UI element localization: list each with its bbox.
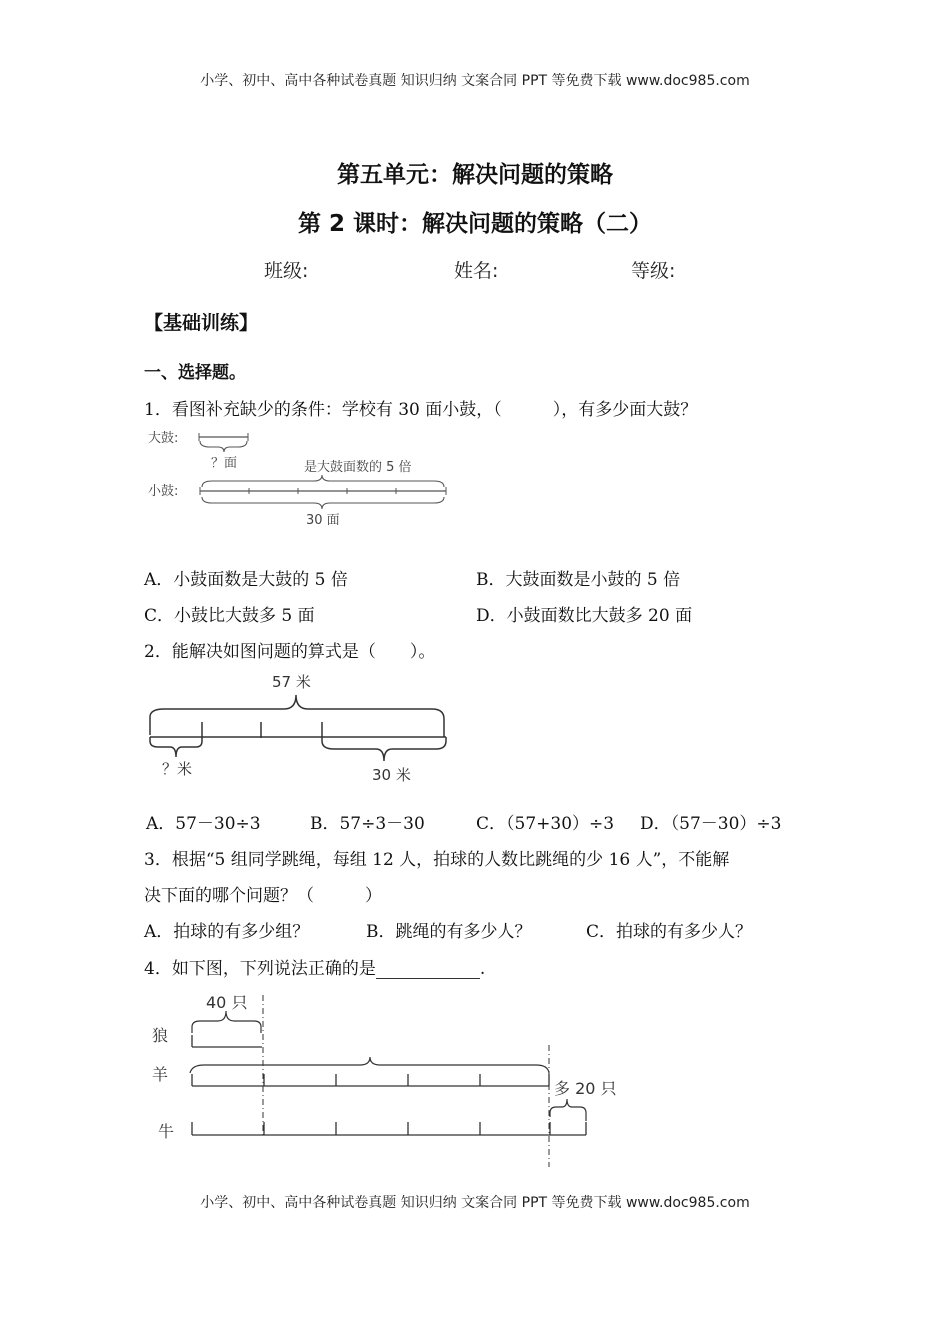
question-1-option-a[interactable]: A．小鼓面数是大鼓的 5 倍	[144, 570, 348, 590]
wolf-label: 狼	[152, 1026, 169, 1045]
question-2-figure	[144, 667, 454, 787]
q2-known-label: 30 米	[372, 766, 411, 784]
page-footer: 小学、初中、高中各种试卷真题 知识归纳 文案合同 PPT 等免费下载 www.doc985.com	[200, 1195, 750, 1211]
question-2-option-a[interactable]: A．57－30÷3	[146, 814, 261, 834]
wolf-value: 40 只	[206, 993, 248, 1012]
lesson-title: 第 2 课时：解决问题的策略（二）	[297, 211, 653, 237]
question-3-stem-line1: 3．根据“5 组同学跳绳，每组 12 人，拍球的人数比跳绳的少 16 人”，不能解	[144, 850, 730, 870]
big-drum-label: 大鼓:	[148, 431, 179, 446]
question-2-option-d[interactable]: D．（57－30）÷3	[640, 814, 782, 834]
class-label: 班级:	[264, 260, 309, 282]
question-1-option-d[interactable]: D．小鼓面数比大鼓多 20 面	[476, 606, 693, 626]
section-part-title: 一、选择题。	[144, 363, 246, 383]
q2-total-label: 57 米	[272, 673, 311, 691]
question-1-stem: 1．看图补充缺少的条件：学校有 30 面小鼓，（ ），有多少面大鼓？	[144, 400, 698, 420]
question-1-figure	[144, 425, 454, 530]
question-4-stem	[144, 954, 485, 979]
question-3-stem-line2: 决下面的哪个问题？（ ）	[144, 886, 382, 906]
question-1-option-b[interactable]: B．大鼓面数是小鼓的 5 倍	[476, 570, 681, 590]
question-4-figure	[144, 985, 624, 1170]
question-2-option-c[interactable]: C．（57+30）÷3	[476, 814, 615, 834]
name-label: 姓名:	[454, 260, 499, 282]
question-3-option-a[interactable]: A．拍球的有多少组？	[144, 922, 310, 942]
grade-label: 等级:	[631, 260, 676, 282]
section-heading: 【基础训练】	[144, 312, 259, 334]
big-drum-value: ？面	[211, 456, 238, 471]
question-4-stem-end: .	[479, 959, 486, 979]
small-drum-total: 30 面	[306, 513, 340, 528]
unit-title: 第五单元：解决问题的策略	[337, 162, 613, 188]
question-3-option-c[interactable]: C．拍球的有多少人？	[586, 922, 753, 942]
question-4-stem-text: 4．如下图，下列说法正确的是	[144, 959, 376, 979]
page-header: 小学、初中、高中各种试卷真题 知识归纳 文案合同 PPT 等免费下载 www.doc985.com	[200, 73, 750, 89]
question-2-stem: 2．能解决如图问题的算式是（ ）。	[144, 642, 436, 662]
question-3-option-b[interactable]: B．跳绳的有多少人？	[366, 922, 532, 942]
question-1-option-c[interactable]: C．小鼓比大鼓多 5 面	[144, 606, 315, 626]
q2-unknown-label: ？米	[162, 760, 193, 778]
cow-extra-label: 多 20 只	[554, 1079, 617, 1098]
sheep-label: 羊	[152, 1065, 169, 1084]
small-drum-label: 小鼓:	[148, 484, 179, 499]
cow-label: 牛	[158, 1122, 175, 1141]
question-2-option-b[interactable]: B．57÷3－30	[310, 814, 425, 834]
small-drum-note: 是大鼓面数的 5 倍	[304, 460, 412, 475]
question-4-answer-blank[interactable]	[376, 962, 480, 979]
